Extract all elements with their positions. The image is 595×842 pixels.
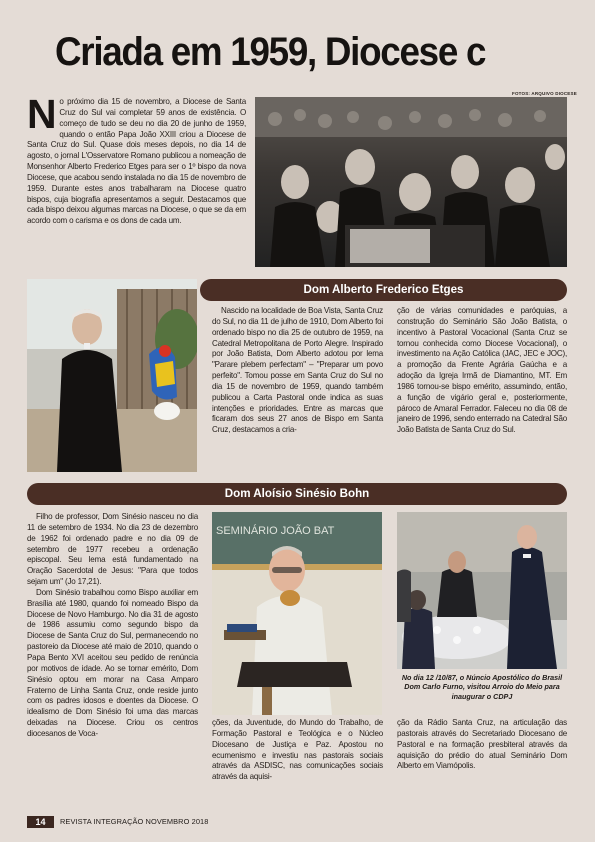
etges-photo (27, 279, 197, 472)
blackboard-text: SEMINÁRIO JOÃO BAT (216, 525, 335, 537)
nuncio-photo (397, 512, 567, 669)
page-number: 14 (27, 816, 54, 828)
section-heading-etges: Dom Alberto Frederico Etges (200, 279, 567, 301)
bohn-column-1-paragraph-2: Dom Sinésio trabalhou como Bispo auxiliar em Brasília até 1980, quando foi nomeado Bispo da Diocese de Novo Hamburgo. No dia 31 de agosto de 1986 assumiu como segundo bispo da Diocese de Santa Cruz do Sul, permanecendo no pastoreio da Diocese até maio de 2010, quando o Papa Bento XVI aceitou seu pedido de renúncia por motivos de idade. Ao se tornar emérito, Dom Sinésio optou em morar na Casa Amparo Fraterno de Linha Santa Cruz, onde reside junto com os padres idosos e doentes da Diocese. O idealismo de Dom Sinésio foi uma das marcas deixadas na Diocese. Criou os centros diocesanos de Voca- (27, 587, 198, 738)
bohn-photo (212, 512, 382, 715)
etges-column-1 (212, 306, 383, 436)
etges-column-2-text: ção de várias comunidades e paróquias, a construção do Seminário São João Batista, o incentivo à Pastoral Vocacional (Santa Cruz se tornou conhecida como Diocese Vocacional), o investimento na Ação Católica (JAC, JEC e JOC), a promoção da Frente Agrária Gaúcha e a adoção da Igreja Irmã de Diamantino, MT. Em 1986 tornou-se bispo emérito, assumindo, então, a função de vigário geral e, posteriormente, pároco de Amaral Ferrador. Faleceu no dia 08 de janeiro de 1996, sendo enterrado na Catedral São João Batista de Santa Cruz do Sul. (397, 306, 567, 435)
nuncio-photo-caption: No dia 12 /10/87, o Núncio Apostólico do Brasil Dom Carlo Furno, visitou Arroio do Meio para inaugurar o CDPJ (401, 673, 563, 701)
bohn-column-3-text: ção da Rádio Santa Cruz, na articulação das pastorais através do Secretariado Diocesano de Pastoral e na formação presbiteral através da aquisição do prédio do atual Seminário Dom Alberto em Viamópolis. (397, 718, 567, 771)
crowd-photo (255, 97, 567, 267)
photo-credit: FOTOS: ARQUIVO DIOCESE (512, 91, 577, 96)
bohn-column-1-paragraph-1: Filho de professor, Dom Sinésio nasceu no dia 11 de setembro de 1934. No dia 23 de dezembro de 1962 foi ordenado padre e no dia 09 de setembro de 1977 recebeu a ordenação episcopal. Seu lema está fundamentado na Oração Sacerdotal de Jesus: "Para que todos sejam um" (Jo 17,21). (27, 512, 198, 587)
intro-text (27, 91, 246, 227)
etges-column-2 (397, 306, 567, 436)
intro-dropcap: N (27, 91, 57, 137)
bohn-column-3 (397, 718, 567, 772)
bohn-column-2 (212, 718, 383, 783)
section-heading-bohn: Dom Aloísio Sinésio Bohn (27, 483, 567, 505)
bohn-column-2-text: ções, da Juventude, do Mundo do Trabalho, de Formação Pastoral e Teológica e o Núcleo Diocesano de Justiça e Paz. Apostou no ecumenismo e investiu nas pastorais sociais através da ASDISC, nas comunicações sociais através da aquisi- (212, 718, 383, 782)
intro-body: o próximo dia 15 de novembro, a Diocese de Santa Cruz do Sul vai completar 59 anos de existência. O começo de tudo se deu no dia 20 de junho de 1959, quando o então Papa João XXIII criou a Diocese de Santa Cruz do Sul. Quase dois meses depois, no dia 14 de agosto, o jornal L'Osservatore Romano publicou a nomeação de Monsenhor Alberto Frederico Etges para ser o 1º bispo da nova Diocese, que acabou sendo instalada no dia 15 de novembro de 1959. Durante estes anos trabalharam na Diocese quatro bispos, cuja biografia apresentamos a seguir. Destacamos que cada bispo deixou algumas marcas na Diocese, o que se da em acordo com o carisma e os dons de cada um. (27, 97, 246, 226)
etges-column-1-text: Nascido na localidade de Boa Vista, Santa Cruz do Sul, no dia 11 de julho de 1910, Dom Alberto foi ordenado bispo no dia 25 de outubro de 1959, na Catedral Metropolitana de Porto Alegre. Inspirado por João Batista, Dom Alberto adotou por lema "Parare plebem perfectam" – "Preparar um povo perfeito". Tomou posse em Santa Cruz do Sul no dia 15 de novembro de 1959, quando também publicou a Carta Pastoral onde indica as suas intenções e prioridades. Entre as marcas que ficaram dos seus 27 anos de Bispo em Santa Cruz, destacamos a cria- (212, 306, 383, 435)
magazine-footer: REVISTA INTEGRAÇÃO NOVEMBRO 2018 (60, 817, 209, 826)
page-title: Criada em 1959, Diocese c (55, 30, 486, 74)
bohn-column-1 (27, 512, 198, 740)
